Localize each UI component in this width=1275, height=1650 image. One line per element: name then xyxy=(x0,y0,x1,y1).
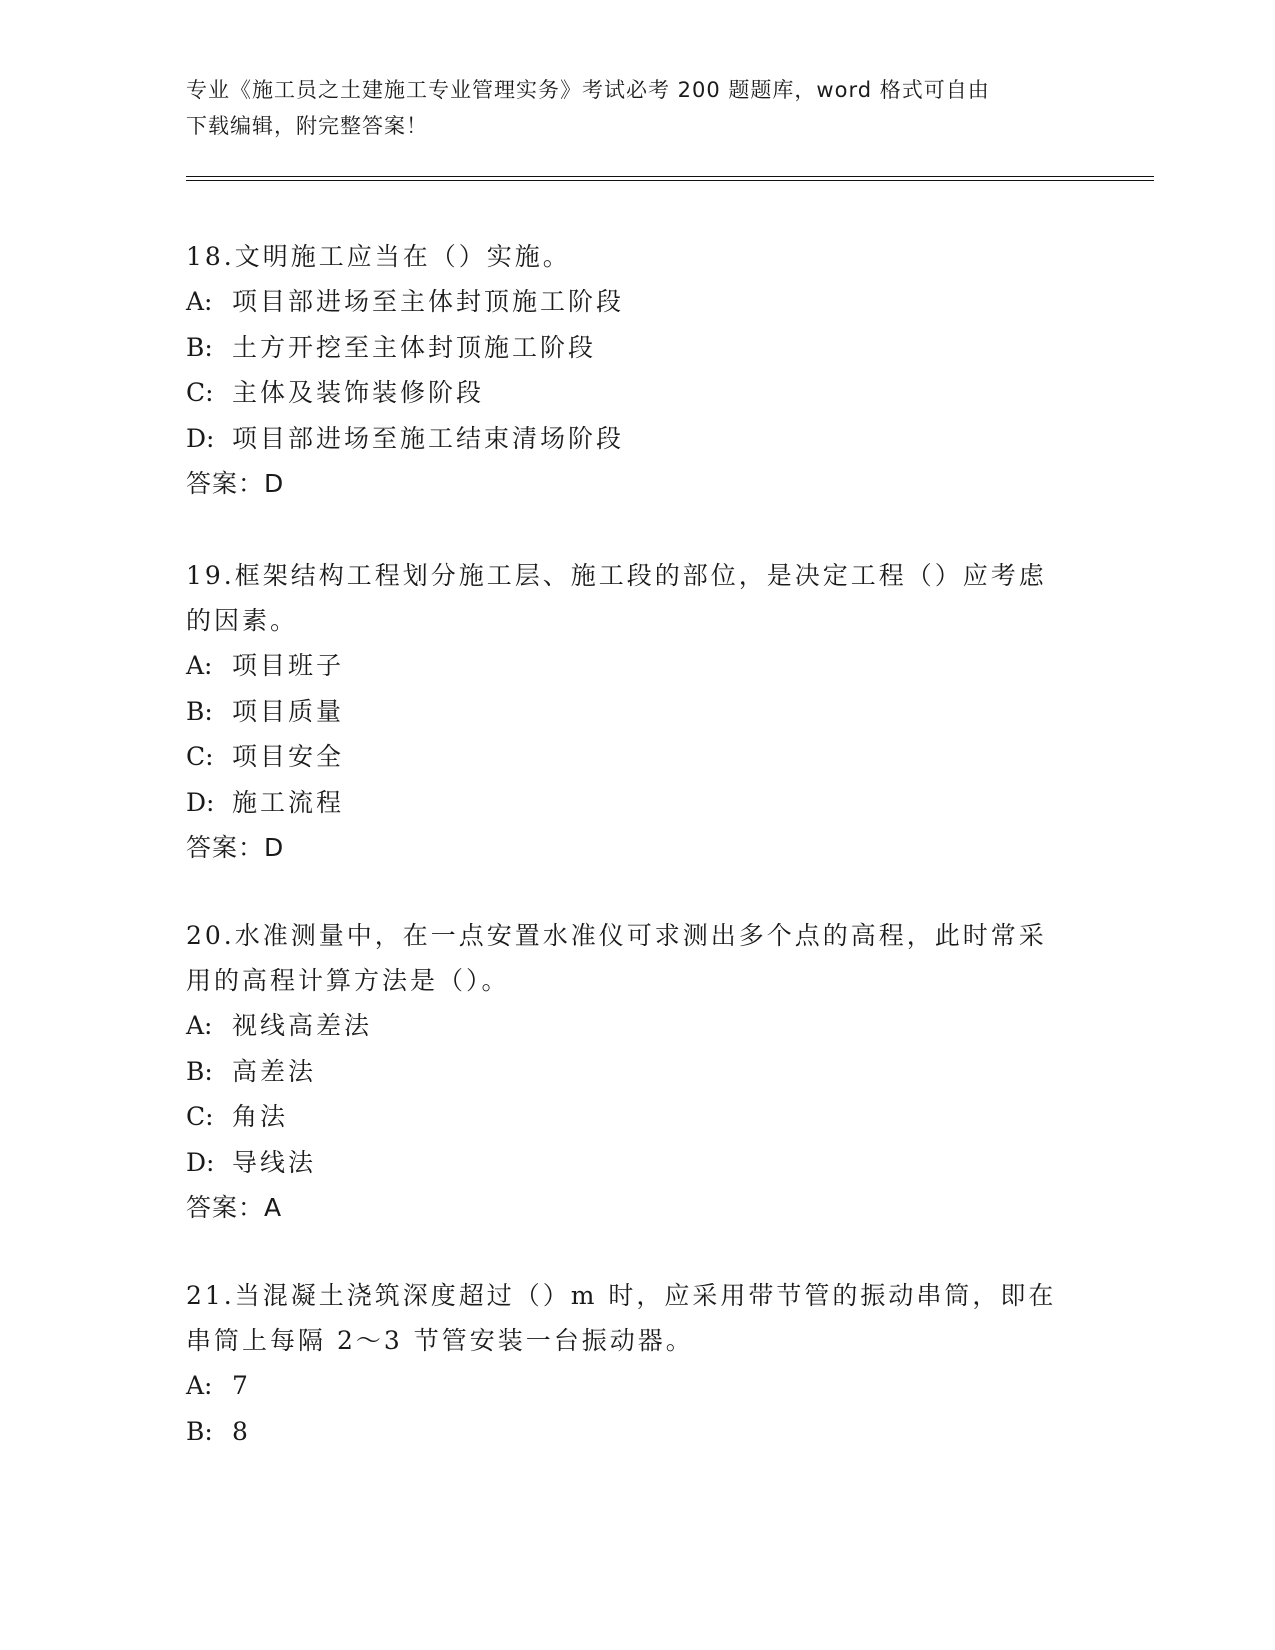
question-19 xyxy=(186,553,1066,870)
option-text: 项目班子 xyxy=(232,651,345,680)
option-letter: A: xyxy=(186,287,213,316)
option-text: 视线高差法 xyxy=(232,1011,373,1040)
option-text: 项目部进场至施工结束清场阶段 xyxy=(232,423,625,453)
option-text: 施工流程 xyxy=(232,787,345,817)
option-letter: D: xyxy=(186,1147,215,1177)
option-letter: B: xyxy=(186,696,213,726)
option-a xyxy=(186,1003,1066,1049)
option-text: 7 xyxy=(232,1371,251,1400)
option-b xyxy=(186,1049,1066,1095)
option-letter: C: xyxy=(186,1102,214,1131)
option-a xyxy=(186,1363,1066,1409)
question-text xyxy=(186,234,1066,279)
option-text: 主体及装饰装修阶段 xyxy=(232,378,485,407)
question-21 xyxy=(186,1273,1066,1454)
option-d xyxy=(186,416,1066,462)
option-text: 导线法 xyxy=(232,1147,317,1177)
question-text xyxy=(186,913,1066,1003)
option-letter: B: xyxy=(186,1056,213,1086)
option-a xyxy=(186,279,1066,325)
option-b xyxy=(186,1409,1066,1455)
question-line: 的因素。 xyxy=(186,606,299,635)
answer-line: 答案：D xyxy=(186,833,285,862)
question-line: 20.水准测量中，在一点安置水准仪可求测出多个点的高程，此时常采 xyxy=(186,921,1047,950)
option-letter: B: xyxy=(186,332,213,362)
header-line-2: 下载编辑，附完整答案！ xyxy=(186,114,428,138)
option-text: 高差法 xyxy=(232,1056,317,1086)
option-c xyxy=(186,370,1066,416)
option-letter: D: xyxy=(186,787,215,817)
question-text xyxy=(186,1273,1066,1363)
question-text xyxy=(186,553,1066,643)
option-a xyxy=(186,643,1066,689)
header-divider xyxy=(186,176,1154,181)
option-text: 8 xyxy=(232,1416,251,1446)
option-b xyxy=(186,325,1066,371)
question-line: 18.文明施工应当在（）实施。 xyxy=(186,242,571,271)
question-line: 用的高程计算方法是（）。 xyxy=(186,966,510,995)
option-d xyxy=(186,1140,1066,1186)
option-text: 角法 xyxy=(232,1102,289,1131)
question-line: 19.框架结构工程划分施工层、施工段的部位，是决定工程（）应考虑 xyxy=(186,561,1047,590)
option-letter: A: xyxy=(186,1011,213,1040)
option-d xyxy=(186,780,1066,826)
option-letter: C: xyxy=(186,378,214,407)
document-header xyxy=(186,72,1066,144)
option-letter: B: xyxy=(186,1416,213,1446)
header-line-1: 专业《施工员之土建施工专业管理实务》考试必考 200 题题库，word 格式可自由 xyxy=(186,78,990,102)
option-c xyxy=(186,734,1066,780)
answer-line: 答案：A xyxy=(186,1193,283,1222)
question-18 xyxy=(186,234,1066,506)
option-text: 土方开挖至主体封顶施工阶段 xyxy=(232,332,597,362)
option-text: 项目安全 xyxy=(232,742,345,771)
option-c xyxy=(186,1094,1066,1140)
option-b xyxy=(186,689,1066,735)
option-letter: A: xyxy=(186,651,213,680)
option-letter: A: xyxy=(186,1371,213,1400)
option-text: 项目质量 xyxy=(232,696,345,726)
answer-line: 答案：D xyxy=(186,469,285,498)
option-letter: D: xyxy=(186,423,215,453)
option-letter: C: xyxy=(186,742,214,771)
question-20 xyxy=(186,913,1066,1230)
option-text: 项目部进场至主体封顶施工阶段 xyxy=(232,287,625,316)
question-line: 21.当混凝土浇筑深度超过（）m 时，应采用带节管的振动串筒，即在 xyxy=(186,1281,1057,1310)
question-line: 串筒上每隔 2～3 节管安装一台振动器。 xyxy=(186,1326,694,1355)
